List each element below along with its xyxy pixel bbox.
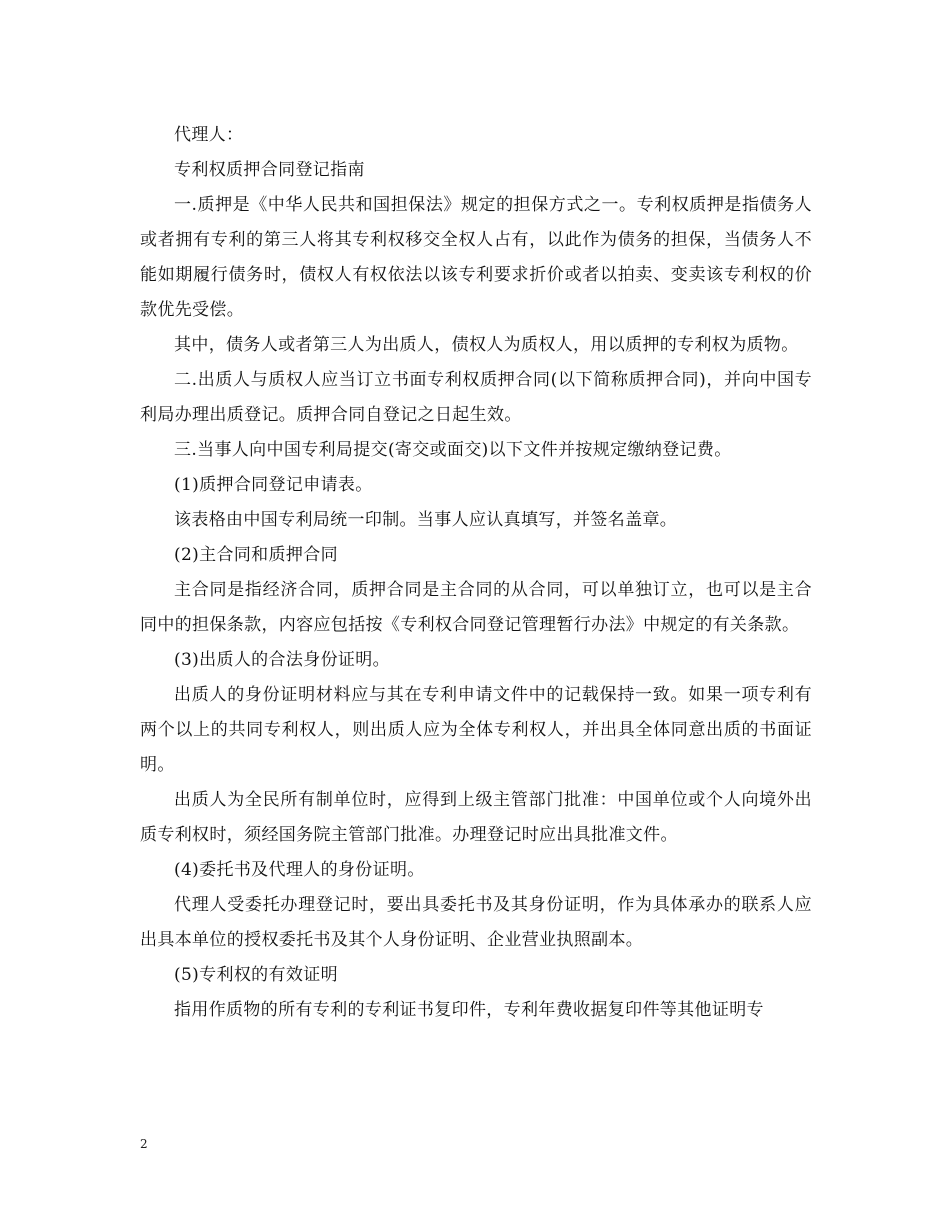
item-two-heading: (2)主合同和质押合同 <box>174 545 338 565</box>
item-one-description: 该表格由中国专利局统一印制。当事人应认真填写，并签名盖章。 <box>174 510 678 530</box>
guide-title: 专利权质押合同登记指南 <box>174 160 365 180</box>
item-three-approval-description: 出质人为全民所有制单位时，应得到上级主管部门批准：中国单位或个人向境外出质专利权时，须经国务院主管部门批准。办理登记时应出具批准文件。 <box>140 790 812 845</box>
document-body <box>140 118 812 1028</box>
item-two-description: 主合同是指经济合同，质押合同是主合同的从合同，可以单独订立，也可以是主合同中的担保条款，内容应包括按《专利权合同登记管理暂行办法》中规定的有关条款。 <box>140 580 812 635</box>
item-three-description: 出质人的身份证明材料应与其在专利申请文件中的记载保持一致。如果一项专利有两个以上的共同专利权人，则出质人应为全体专利权人，并出具全体同意出质的书面证明。 <box>140 685 812 775</box>
item-three-heading: (3)出质人的合法身份证明。 <box>174 650 390 670</box>
section-three-paragraph: 三.当事人向中国专利局提交(寄交或面交)以下文件并按规定缴纳登记费。 <box>174 440 732 460</box>
item-one-heading: (1)质押合同登记申请表。 <box>174 475 373 495</box>
item-four-heading: (4)委托书及代理人的身份证明。 <box>174 860 425 880</box>
page-number: 2 <box>140 1137 148 1151</box>
item-five-heading: (5)专利权的有效证明 <box>174 965 338 985</box>
pledgor-definition-paragraph: 其中，债务人或者第三人为出质人，债权人为质权人，用以质押的专利权为质物。 <box>174 335 799 355</box>
agent-label: 代理人： <box>174 125 244 145</box>
section-two-paragraph: 二.出质人与质权人应当订立书面专利权质押合同(以下简称质押合同)，并向中国专利局办理出质登记。质押合同自登记之日起生效。 <box>140 370 812 425</box>
item-five-description: 指用作质物的所有专利的专利证书复印件，专利年费收据复印件等其他证明专 <box>174 1000 764 1020</box>
section-one-paragraph: 一.质押是《中华人民共和国担保法》规定的担保方式之一。专利权质押是指债务人或者拥有专利的第三人将其专利权移交全权人占有，以此作为债务的担保，当债务人不能如期履行债务时，债权人有权依法以该专利要求折价或者以拍卖、变卖该专利权的价款优先受偿。 <box>140 195 812 320</box>
item-four-description: 代理人受委托办理登记时，要出具委托书及其身份证明，作为具体承办的联系人应出具本单位的授权委托书及其个人身份证明、企业营业执照副本。 <box>140 895 812 950</box>
